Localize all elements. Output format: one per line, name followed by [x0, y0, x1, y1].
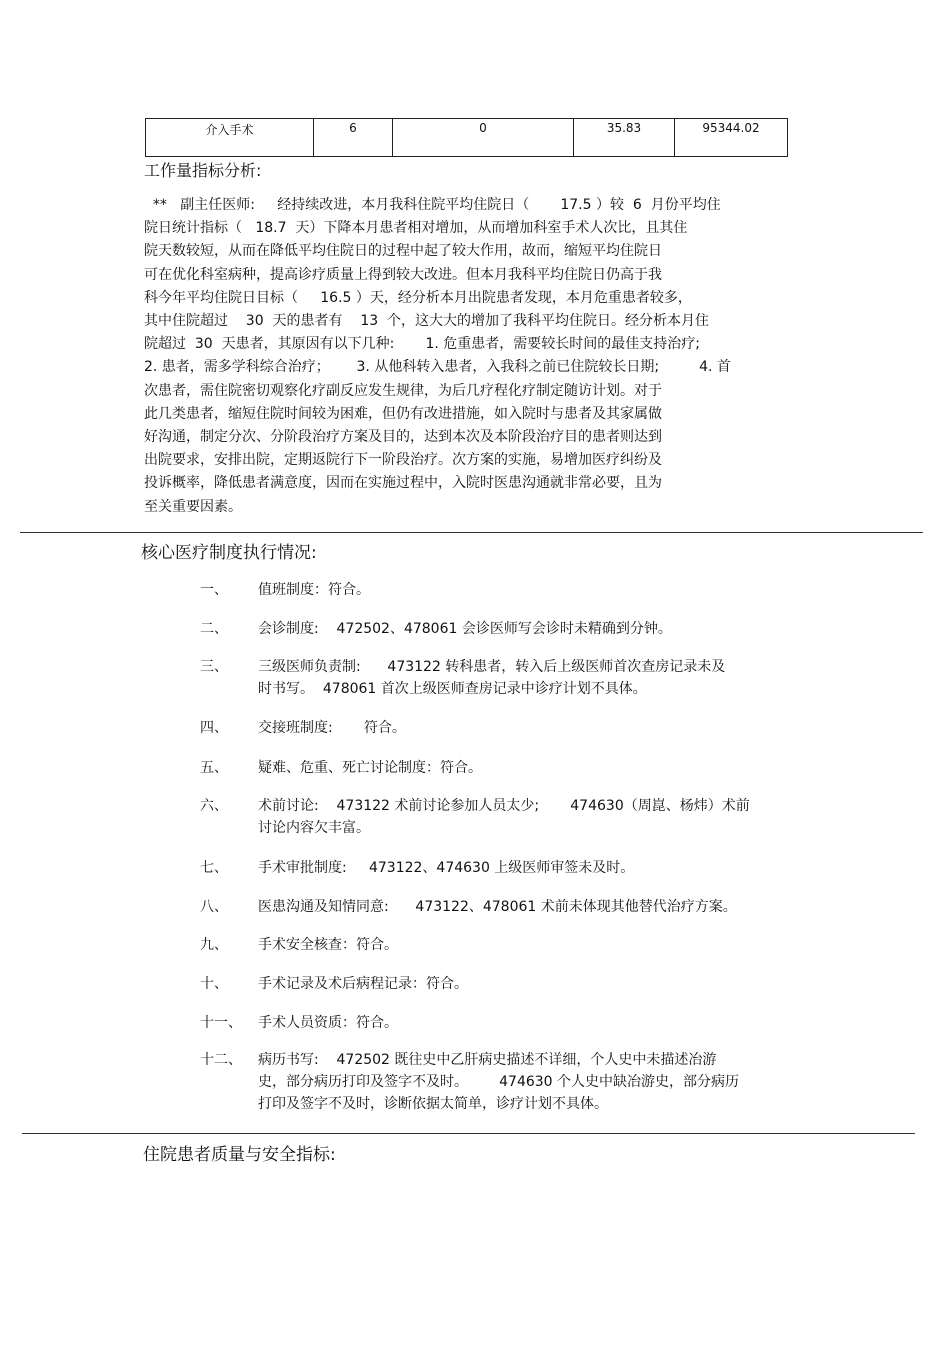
analysis-line: 科今年平均住院日目标（ 16.5 ）天，经分析本月出院患者发现，本月危重患者较多，	[144, 289, 692, 306]
analysis-line: 可在优化科室病种，提高诊疗质量上得到较大改进。但本月我科平均住院日仍高于我	[144, 266, 662, 283]
core-item-number: 十、	[200, 976, 228, 992]
table-row	[146, 119, 788, 157]
core-item-line: 术前讨论: 473122 术前讨论参加人员太少; 474630（周崑、杨炜）术前	[258, 798, 750, 814]
core-item-number: 三、	[200, 659, 228, 675]
core-item-line: 交接班制度: 符合。	[258, 720, 406, 736]
analysis-line: 院超过 30 天患者，其原因有以下几种: 1. 危重患者，需要较长时间的最佳支持治疗;	[144, 336, 701, 353]
core-item-text	[258, 857, 818, 879]
workload-heading: 工作量指标分析:	[144, 161, 262, 180]
table-cell: 介入手术	[146, 119, 314, 157]
table-cell: 6	[314, 119, 393, 157]
core-item-number: 四、	[200, 720, 228, 736]
analysis-line: 院日统计指标（ 18.7 天）下降本月患者相对增加，从而增加科室手术人次比，且其住	[144, 220, 688, 237]
core-item-line: 会诊制度: 472502、478061 会诊医师写会诊时未精确到分钟。	[258, 621, 672, 637]
core-item-number: 五、	[200, 760, 228, 776]
section-divider	[22, 1133, 915, 1134]
core-item-number: 六、	[200, 798, 228, 814]
core-item-line: 医患沟通及知情同意: 473122、478061 术前未体现其他替代治疗方案。	[258, 899, 737, 915]
core-item-text	[258, 1012, 818, 1034]
analysis-line: 2. 患者，需多学科综合治疗； 3. 从他科转入患者，入我科之前已住院较长日期; 4. 首	[144, 359, 731, 376]
core-item-text	[258, 973, 818, 995]
surgery-stats-table	[145, 118, 788, 157]
analysis-line: 其中住院超过 30 天的患者有 13 个，这大大的增加了我科平均住院日。经分析本月住	[144, 313, 710, 330]
core-item-line: 病历书写: 472502 既往史中乙肝病史描述不详细，个人史中未描述冶游	[258, 1052, 717, 1068]
analysis-line: 至关重要因素。	[144, 498, 242, 515]
analysis-line: 院天数较短，从而在降低平均住院日的过程中起了较大作用，故而，缩短平均住院日	[144, 243, 662, 260]
core-item-line: 手术安全核查：符合。	[258, 937, 398, 953]
core-item-line: 手术记录及术后病程记录：符合。	[258, 976, 468, 992]
core-item-line: 手术审批制度: 473122、474630 上级医师审签未及时。	[258, 860, 635, 876]
core-item-line: 手术人员资质：符合。	[258, 1015, 398, 1031]
analysis-line: 此几类患者，缩短住院时间较为困难，但仍有改进措施，如入院时与患者及其家属做	[144, 405, 662, 422]
analysis-line: 次患者，需住院密切观察化疗副反应发生规律，为后几疗程化疗制定随访计划。对于	[144, 382, 662, 399]
core-item-line: 时书写。 478061 首次上级医师查房记录中诊疗计划不具体。	[258, 681, 647, 697]
analysis-line: 出院要求，安排出院，定期返院行下一阶段治疗。次方案的实施，易增加医疗纠纷及	[144, 452, 662, 469]
core-item-text	[258, 896, 818, 918]
core-item-line: 打印及签字不及时，诊断依据太简单，诊疗计划不具体。	[258, 1096, 608, 1112]
core-item-text	[258, 795, 818, 839]
analysis-line: 投诉概率，降低患者满意度，因而在实施过程中，入院时医患沟通就非常必要，且为	[144, 475, 662, 492]
core-item-text	[258, 618, 818, 640]
core-item-line: 史，部分病历打印及签字不及时。 474630 个人史中缺冶游史，部分病历	[258, 1074, 740, 1090]
core-item-text	[258, 579, 818, 601]
table-cell: 95344.02	[675, 119, 788, 157]
core-item-number: 十二、	[200, 1052, 242, 1068]
core-system-heading: 核心医疗制度执行情况:	[141, 543, 317, 563]
table-cell: 35.83	[574, 119, 675, 157]
core-item-number: 八、	[200, 899, 228, 915]
core-item-number: 一、	[200, 582, 228, 598]
analysis-line: ** 副主任医师: 经持续改进，本月我科住院平均住院日（ 17.5 ）较 6 月份平均住	[144, 197, 721, 213]
core-item-text	[258, 934, 818, 956]
core-item-line: 疑难、危重、死亡讨论制度：符合。	[258, 760, 482, 776]
core-item-line: 值班制度：符合。	[258, 582, 370, 598]
core-item-text	[258, 717, 818, 739]
section-divider	[20, 532, 923, 533]
core-item-text	[258, 757, 818, 779]
core-item-line: 讨论内容欠丰富。	[258, 820, 370, 836]
core-item-number: 十一、	[200, 1015, 242, 1031]
inpatient-quality-heading: 住院患者质量与安全指标:	[143, 1145, 336, 1165]
core-item-line: 三级医师负责制: 473122 转科患者，转入后上级医师首次查房记录未及	[258, 659, 726, 675]
core-item-number: 二、	[200, 621, 228, 637]
workload-analysis	[144, 194, 731, 519]
analysis-line: 好沟通，制定分次、分阶段治疗方案及目的，达到本次及本阶段治疗目的患者则达到	[144, 429, 662, 446]
core-item-number: 九、	[200, 937, 228, 953]
table-cell: 0	[393, 119, 574, 157]
core-item-number: 七、	[200, 860, 228, 876]
core-item-text	[258, 1049, 818, 1115]
core-item-text	[258, 656, 818, 700]
